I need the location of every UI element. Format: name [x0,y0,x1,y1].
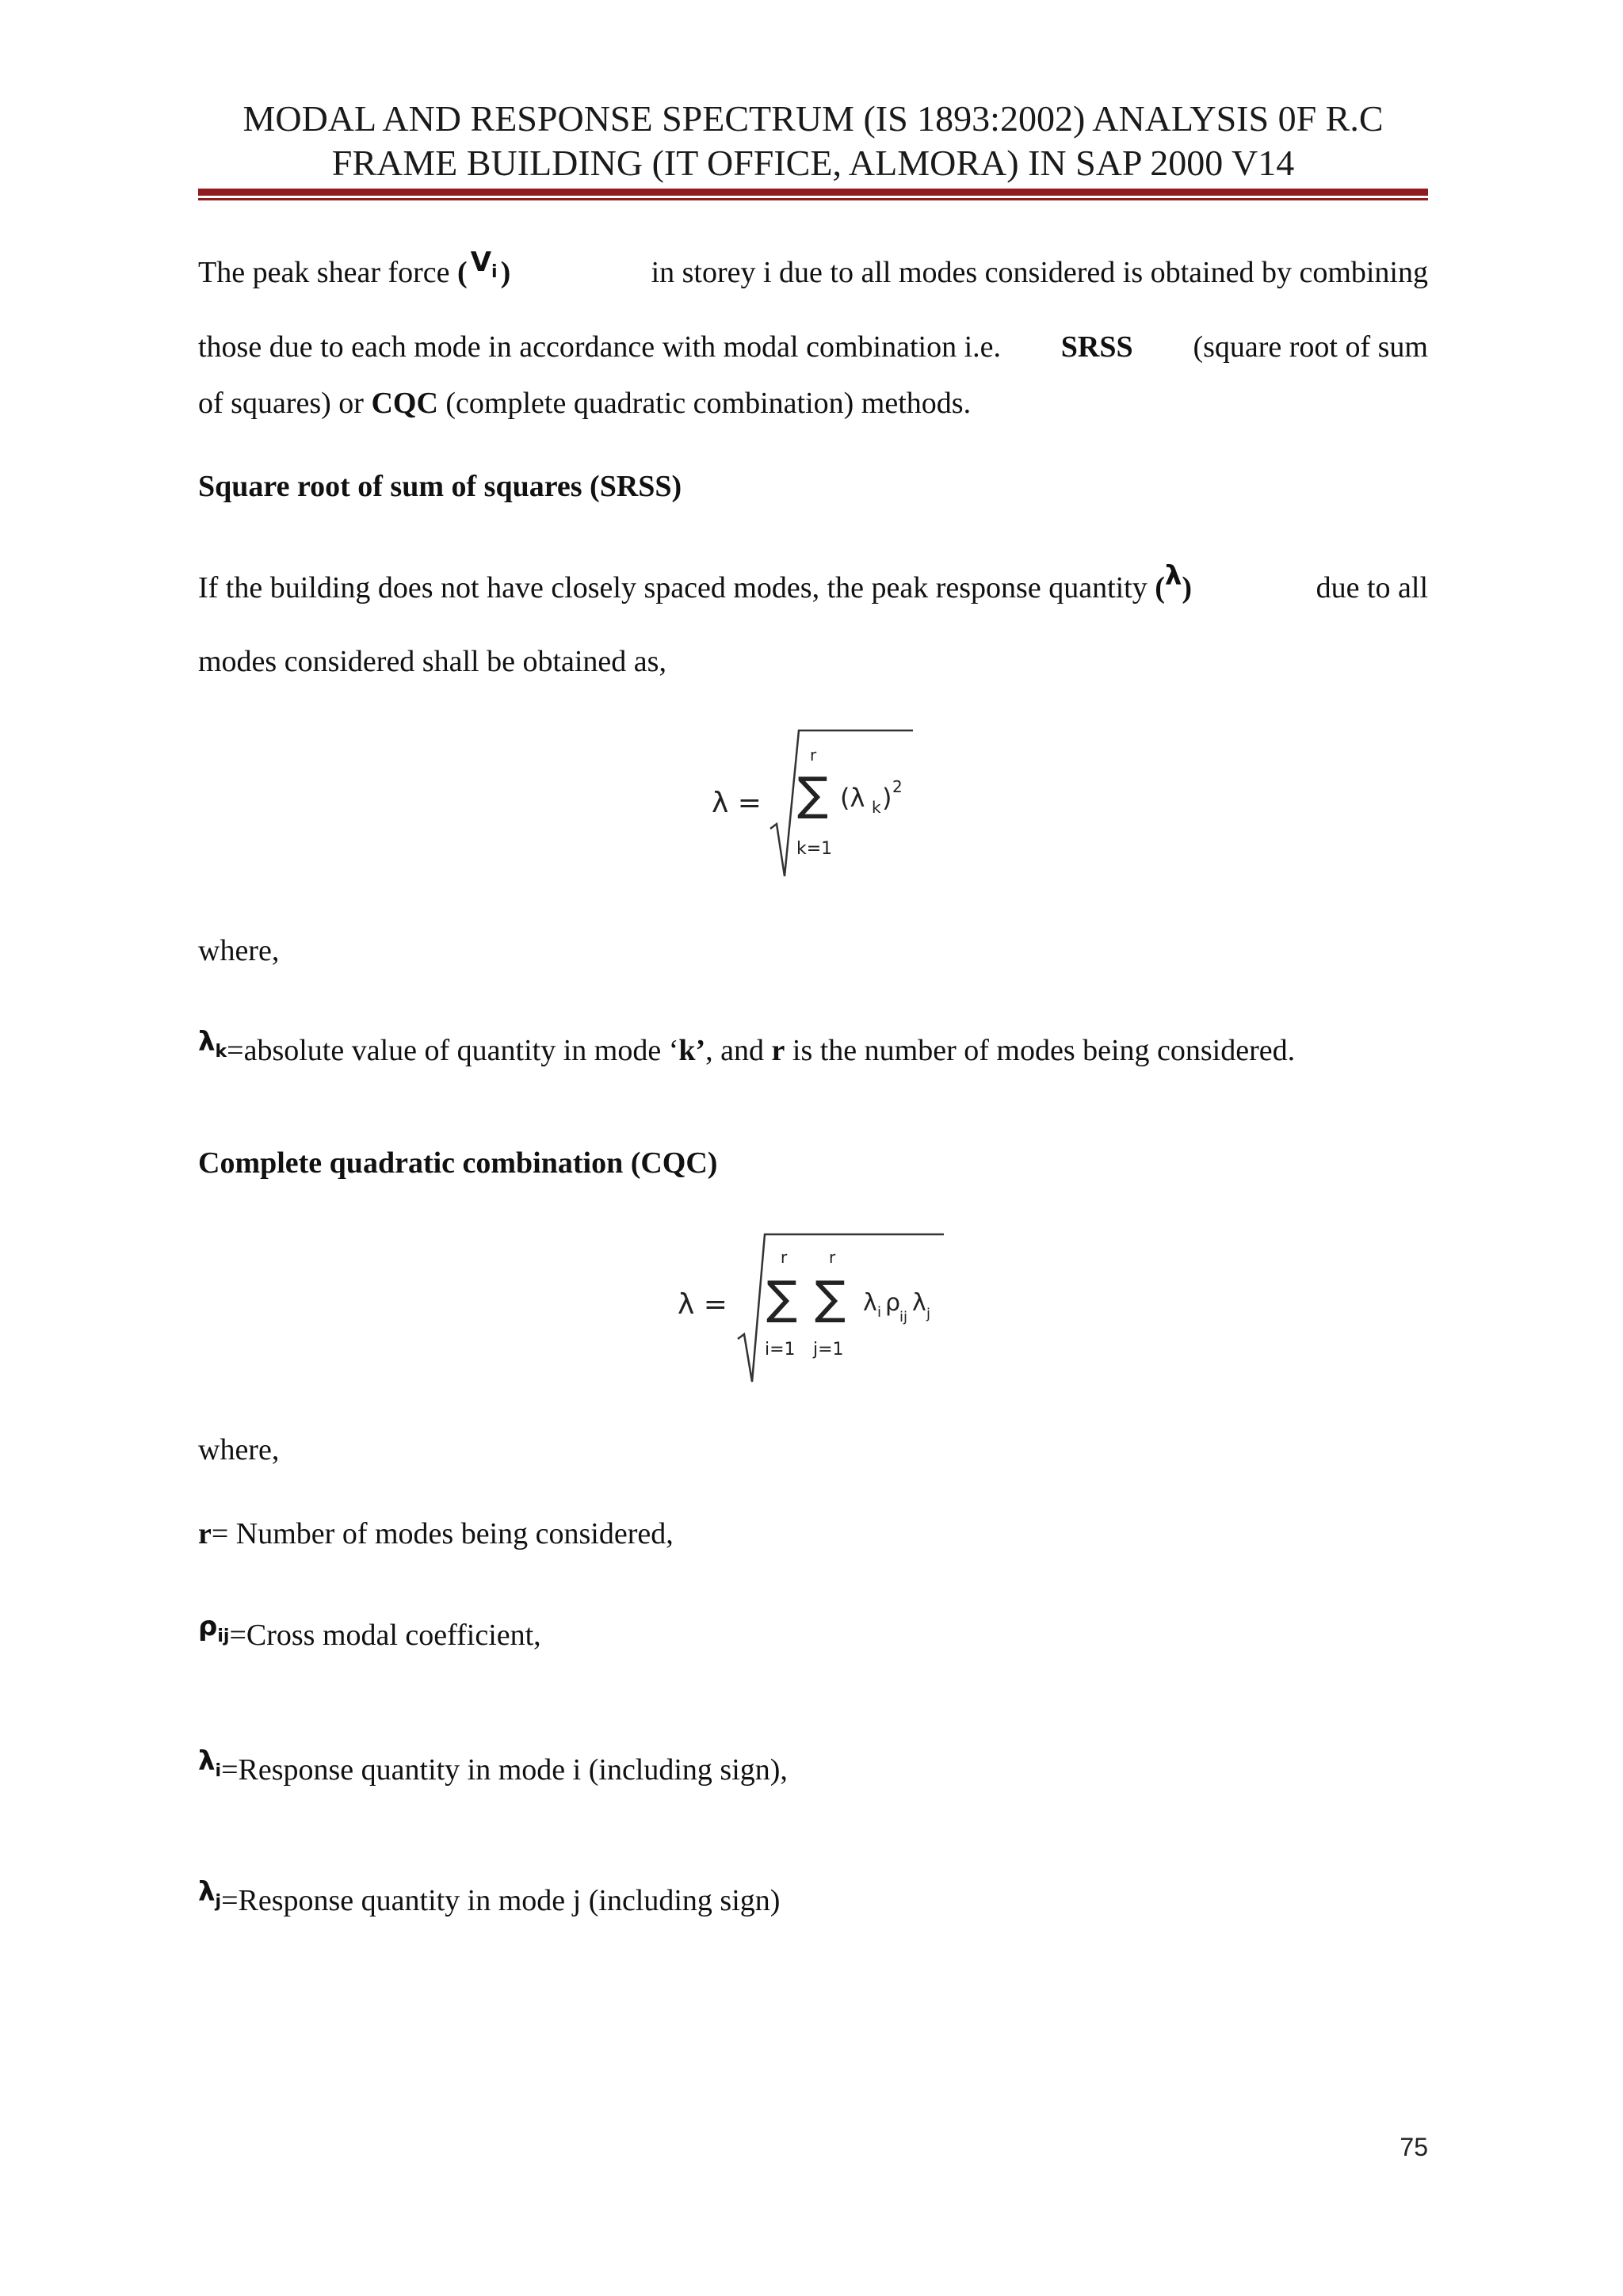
para1-text-b: in storey i due to all modes considered is obtained by combining [651,256,1428,289]
lambda-i-definition: $\lambda_i=Response$ quantity in mode i (including sign), [198,1745,788,1787]
para1-line2-b: (square root of sum [1193,330,1428,364]
srss-equation [697,713,935,887]
cqc-equation [670,1219,955,1392]
srss-term: SRSS [1060,330,1133,364]
sum-icon-2: ∑ [815,1271,846,1325]
svg-text:(λ: (λ [840,783,865,813]
svg-text:λ: λ [863,1289,877,1317]
page-number: 75 [1400,2133,1428,2161]
cqc-upper-2: r [829,1248,836,1267]
cqc-where: where, [198,1433,280,1466]
cqc-lhs: λ = [678,1288,727,1321]
lambda-j-symbol: $\lambda_j$ [198,1876,222,1912]
header-rule-thick [198,189,1428,196]
svg-text:i: i [877,1304,882,1321]
svg-text:λ: λ [912,1289,926,1317]
para1-text-a: The peak shear force [198,256,450,289]
srss-upper: r [810,746,817,765]
sum-icon-1: ∑ [766,1271,798,1325]
srss-where: where, [198,934,280,967]
svg-text:k: k [872,798,881,817]
para1-line1: The peak shear force ( $V_i$ ) in storey i due to all modes considered is obtained by combining [198,255,1428,293]
para1-line2-a: those due to each mode in accordance with modal combination i.e. [198,330,1001,364]
header-line-2: FRAME BUILDING (IT OFFICE, ALMORA) IN SAP 2000 V14 [331,143,1295,183]
svg-text:j: j [926,1306,931,1322]
svg-text:): ) [882,783,892,813]
rho-definition: $\rho_{ij}=Cross$ modal coefficient, [198,1611,541,1652]
sum-icon: ∑ [797,767,829,821]
srss-lhs: λ = [712,787,762,819]
header-rule-thin [198,198,1428,200]
para1-line3: of squares) or CQC (complete quadratic combination) methods. [198,387,972,420]
svg-text:2: 2 [892,777,903,796]
srss-para-line1: If the building does not have closely spaced modes, the peak response quantity (λ) due to all [198,560,1428,605]
cqc-heading: Complete quadratic combination (CQC) [198,1146,718,1180]
vi-symbol: $V_i$ [470,246,498,282]
srss-heading: Square root of sum of squares (SRSS) [198,470,682,503]
cqc-lower-1: i=1 [765,1340,796,1360]
lambda-k-symbol: $\lambda_k$ [198,1026,227,1062]
cqc-term: CQC [371,387,438,420]
lambda-symbol: λ [1164,560,1182,592]
srss-lower: k=1 [796,839,833,859]
svg-text:ij: ij [899,1309,908,1325]
cqc-upper-1: r [781,1248,788,1267]
r-definition: r= Number of modes being considered, [198,1517,674,1550]
cqc-lower-2: j=1 [813,1340,844,1360]
srss-para-line2: modes considered shall be obtained as, [198,645,666,678]
rho-ij-symbol: $\rho_{ij}$ [198,1611,230,1646]
lambda-i-symbol: $\lambda_i$ [198,1745,222,1781]
lambda-k-definition: $\lambda_k=absolute$ value of quantity in mode ‘k’, and r is the number of modes being considered. [198,1026,1296,1067]
svg-text:ρ: ρ [885,1289,901,1317]
lambda-j-definition: $\lambda_j=Response$ quantity in mode j (including sign) [198,1876,781,1917]
para1-line2 [198,330,1428,364]
header-line-1: MODAL AND RESPONSE SPECTRUM (IS 1893:2002) ANALYSIS 0F R.C [242,98,1384,139]
running-header [198,97,1428,185]
